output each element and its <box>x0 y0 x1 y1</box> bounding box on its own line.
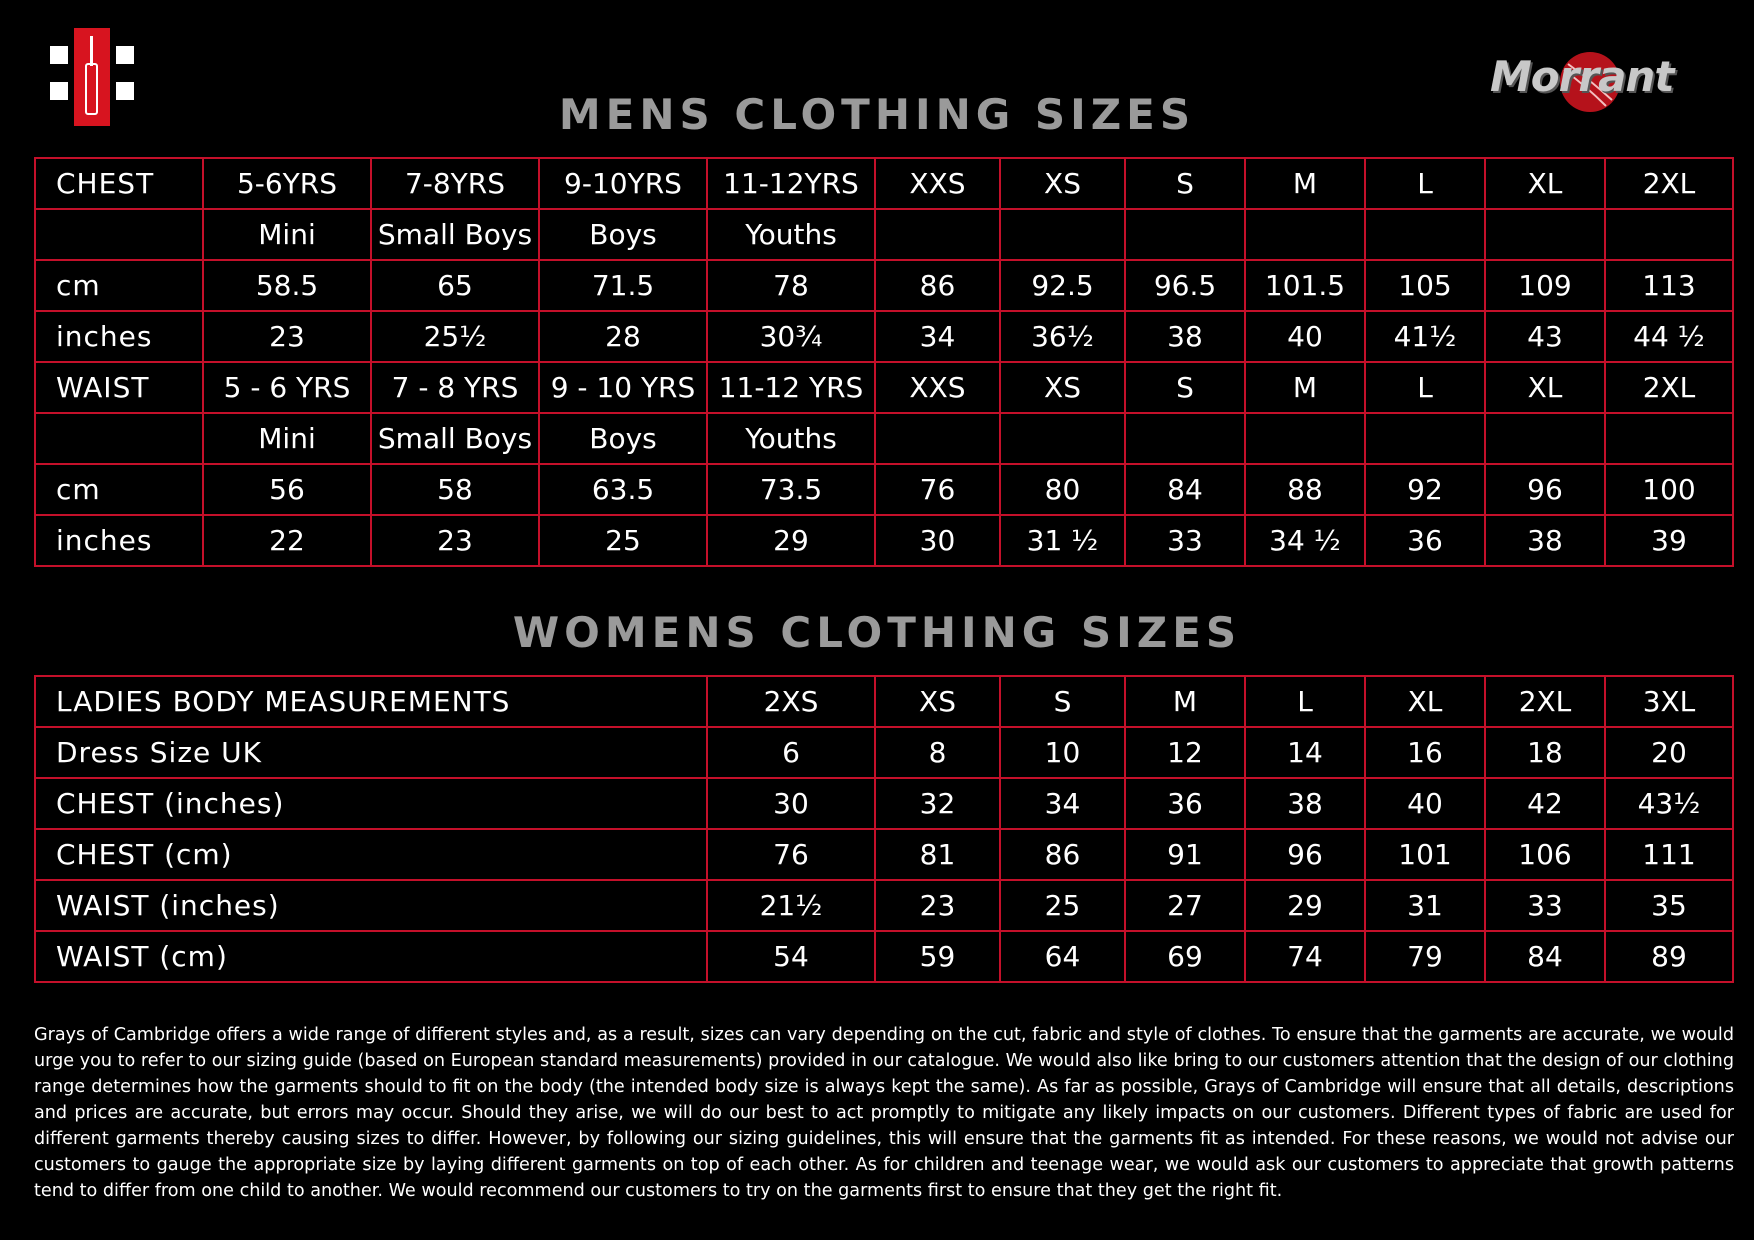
morrant-logo-text: Morrant <box>1490 52 1674 101</box>
table-cell: 7-8YRS <box>371 158 539 209</box>
table-cell: 113 <box>1605 260 1733 311</box>
table-cell: 81 <box>875 829 1000 880</box>
table-row <box>35 880 1733 931</box>
table-cell: S <box>1000 676 1125 727</box>
table-cell: 14 <box>1245 727 1365 778</box>
table-cell: 20 <box>1605 727 1733 778</box>
table-cell: Youths <box>707 209 875 260</box>
table-row <box>35 778 1733 829</box>
table-cell: 58 <box>371 464 539 515</box>
table-cell <box>1485 413 1605 464</box>
table-cell: 8 <box>875 727 1000 778</box>
table-cell: XXS <box>875 362 1000 413</box>
table-cell: 92.5 <box>1000 260 1125 311</box>
table-cell: 9-10YRS <box>539 158 707 209</box>
table-cell <box>875 209 1000 260</box>
row-label: CHEST (cm) <box>35 829 707 880</box>
table-cell: 32 <box>875 778 1000 829</box>
table-cell: 7 - 8 YRS <box>371 362 539 413</box>
table-cell: 88 <box>1245 464 1365 515</box>
table-cell: 6 <box>707 727 875 778</box>
table-cell <box>1605 209 1733 260</box>
table-cell: Mini <box>203 413 371 464</box>
table-cell: 105 <box>1365 260 1485 311</box>
table-row <box>35 931 1733 982</box>
table-row <box>35 209 1733 260</box>
table-row <box>35 464 1733 515</box>
table-cell: 9 - 10 YRS <box>539 362 707 413</box>
table-cell: Boys <box>539 209 707 260</box>
table-cell: 80 <box>1000 464 1125 515</box>
table-cell: Mini <box>203 209 371 260</box>
row-label: WAIST (inches) <box>35 880 707 931</box>
table-cell: 25 <box>1000 880 1125 931</box>
table-cell: 25½ <box>371 311 539 362</box>
table-cell: 2XL <box>1605 362 1733 413</box>
table-cell: L <box>1245 676 1365 727</box>
table-cell <box>1125 413 1245 464</box>
table-row <box>35 515 1733 566</box>
table-row <box>35 829 1733 880</box>
table-cell: 36 <box>1125 778 1245 829</box>
table-cell: 43 <box>1485 311 1605 362</box>
table-cell: 38 <box>1485 515 1605 566</box>
table-cell: 11-12YRS <box>707 158 875 209</box>
table-cell: 54 <box>707 931 875 982</box>
row-label: Dress Size UK <box>35 727 707 778</box>
row-label: LADIES BODY MEASUREMENTS <box>35 676 707 727</box>
table-cell: 101 <box>1365 829 1485 880</box>
table-cell <box>1365 413 1485 464</box>
table-cell: 59 <box>875 931 1000 982</box>
table-cell: Youths <box>707 413 875 464</box>
womens-section-title: WOMENS CLOTHING SIZES <box>512 608 1242 657</box>
table-cell: 2XL <box>1605 158 1733 209</box>
table-cell <box>1485 209 1605 260</box>
table-cell: 21½ <box>707 880 875 931</box>
table-cell: 78 <box>707 260 875 311</box>
table-cell: 10 <box>1000 727 1125 778</box>
table-row <box>35 362 1733 413</box>
table-cell: 96 <box>1485 464 1605 515</box>
table-cell: 18 <box>1485 727 1605 778</box>
table-cell: 33 <box>1125 515 1245 566</box>
table-cell: Small Boys <box>371 413 539 464</box>
table-cell: 36½ <box>1000 311 1125 362</box>
table-cell <box>875 413 1000 464</box>
table-cell: 25 <box>539 515 707 566</box>
table-cell: 39 <box>1605 515 1733 566</box>
table-cell: M <box>1245 158 1365 209</box>
table-cell: 96.5 <box>1125 260 1245 311</box>
table-cell: 33 <box>1485 880 1605 931</box>
table-cell: XS <box>1000 158 1125 209</box>
row-label: inches <box>35 311 203 362</box>
table-cell: L <box>1365 158 1485 209</box>
table-cell: 2XS <box>707 676 875 727</box>
table-cell: 11-12 YRS <box>707 362 875 413</box>
table-cell: Small Boys <box>371 209 539 260</box>
table-cell: 23 <box>203 311 371 362</box>
table-cell: 27 <box>1125 880 1245 931</box>
table-cell: 109 <box>1485 260 1605 311</box>
table-cell <box>1000 413 1125 464</box>
table-cell: 91 <box>1125 829 1245 880</box>
mens-size-table <box>34 157 1734 567</box>
table-cell: 3XL <box>1605 676 1733 727</box>
table-cell: M <box>1125 676 1245 727</box>
table-cell: 34 ½ <box>1245 515 1365 566</box>
table-cell <box>1605 413 1733 464</box>
table-row <box>35 676 1733 727</box>
table-cell: 58.5 <box>203 260 371 311</box>
row-label: CHEST <box>35 158 203 209</box>
table-cell <box>1000 209 1125 260</box>
table-cell: 106 <box>1485 829 1605 880</box>
table-cell: 69 <box>1125 931 1245 982</box>
table-cell: 29 <box>1245 880 1365 931</box>
row-label: cm <box>35 464 203 515</box>
table-cell: 84 <box>1485 931 1605 982</box>
table-cell: 31 <box>1365 880 1485 931</box>
table-cell: 41½ <box>1365 311 1485 362</box>
table-cell: 34 <box>1000 778 1125 829</box>
table-cell: 22 <box>203 515 371 566</box>
table-cell: 5 - 6 YRS <box>203 362 371 413</box>
table-cell: 92 <box>1365 464 1485 515</box>
table-cell: 12 <box>1125 727 1245 778</box>
row-label <box>35 413 203 464</box>
table-cell: 101.5 <box>1245 260 1365 311</box>
row-label: inches <box>35 515 203 566</box>
table-cell: 100 <box>1605 464 1733 515</box>
mens-section-title: MENS CLOTHING SIZES <box>558 90 1196 139</box>
table-cell: 111 <box>1605 829 1733 880</box>
table-cell: S <box>1125 158 1245 209</box>
row-label: CHEST (inches) <box>35 778 707 829</box>
table-cell: 38 <box>1125 311 1245 362</box>
row-label <box>35 209 203 260</box>
table-cell: M <box>1245 362 1365 413</box>
table-cell: 84 <box>1125 464 1245 515</box>
table-row <box>35 727 1733 778</box>
table-cell: 30 <box>875 515 1000 566</box>
table-cell: 56 <box>203 464 371 515</box>
table-cell: 30 <box>707 778 875 829</box>
table-cell: 44 ½ <box>1605 311 1733 362</box>
table-cell: 38 <box>1245 778 1365 829</box>
row-label: WAIST <box>35 362 203 413</box>
table-cell: 71.5 <box>539 260 707 311</box>
table-cell: 40 <box>1245 311 1365 362</box>
table-cell: 42 <box>1485 778 1605 829</box>
table-cell: XL <box>1485 362 1605 413</box>
table-cell: 64 <box>1000 931 1125 982</box>
table-cell: 35 <box>1605 880 1733 931</box>
table-cell: 63.5 <box>539 464 707 515</box>
table-cell: 28 <box>539 311 707 362</box>
table-cell: 40 <box>1365 778 1485 829</box>
table-cell: 23 <box>875 880 1000 931</box>
table-cell: 74 <box>1245 931 1365 982</box>
table-cell: 2XL <box>1485 676 1605 727</box>
table-cell: 5-6YRS <box>203 158 371 209</box>
row-label: WAIST (cm) <box>35 931 707 982</box>
table-cell <box>1125 209 1245 260</box>
table-cell: 36 <box>1365 515 1485 566</box>
table-cell: 65 <box>371 260 539 311</box>
table-cell: 89 <box>1605 931 1733 982</box>
table-cell: 23 <box>371 515 539 566</box>
table-cell <box>1245 413 1365 464</box>
table-cell: XS <box>875 676 1000 727</box>
row-label: cm <box>35 260 203 311</box>
table-row <box>35 158 1733 209</box>
table-cell: XL <box>1485 158 1605 209</box>
table-cell: XS <box>1000 362 1125 413</box>
table-row <box>35 413 1733 464</box>
table-cell: S <box>1125 362 1245 413</box>
table-cell: 96 <box>1245 829 1365 880</box>
table-cell <box>1365 209 1485 260</box>
table-cell: XL <box>1365 676 1485 727</box>
table-cell: 16 <box>1365 727 1485 778</box>
table-cell: 86 <box>875 260 1000 311</box>
sizing-disclaimer: Grays of Cambridge offers a wide range of different styles and, as a result, sizes can vary depending on the cut, fabric and style of clothes. To ensure that the garments are accurate, we would urge you to refer to our sizing guide (based on European standard measurements) provided in our catalogue. We would also like bring to our customers attention that the design of our clothing range determines how the garments should to fit on the body (the intended body size is always kept the same). As far as possible, Grays of Cambridge will ensure that all details, descriptions and prices are accurate, but errors may occur. Should they arise, we will do our best to act promptly to mitigate any likely impacts on our customers. Different types of fabric are used for different garments thereby causing sizes to differ. However, by following our sizing guidelines, this will ensure that the garments fit as intended. For these reasons, we would not advise our customers to gauge the appropriate size by laying different garments on top of each other. As for children and teenage wear, we would ask our customers to appreciate that growth patterns tend to differ from one child to another. We would recommend our customers to try on the garments first to ensure that they get the right fit. <box>34 1025 1734 1201</box>
table-cell: 86 <box>1000 829 1125 880</box>
table-cell: 43½ <box>1605 778 1733 829</box>
table-cell: 76 <box>707 829 875 880</box>
table-cell: 31 ½ <box>1000 515 1125 566</box>
table-row <box>35 260 1733 311</box>
table-cell: L <box>1365 362 1485 413</box>
table-cell: Boys <box>539 413 707 464</box>
table-cell: XXS <box>875 158 1000 209</box>
table-cell: 76 <box>875 464 1000 515</box>
womens-size-table <box>34 675 1734 983</box>
table-cell: 73.5 <box>707 464 875 515</box>
table-cell <box>1245 209 1365 260</box>
table-cell: 79 <box>1365 931 1485 982</box>
table-row <box>35 311 1733 362</box>
table-cell: 30¾ <box>707 311 875 362</box>
table-cell: 34 <box>875 311 1000 362</box>
table-cell: 29 <box>707 515 875 566</box>
